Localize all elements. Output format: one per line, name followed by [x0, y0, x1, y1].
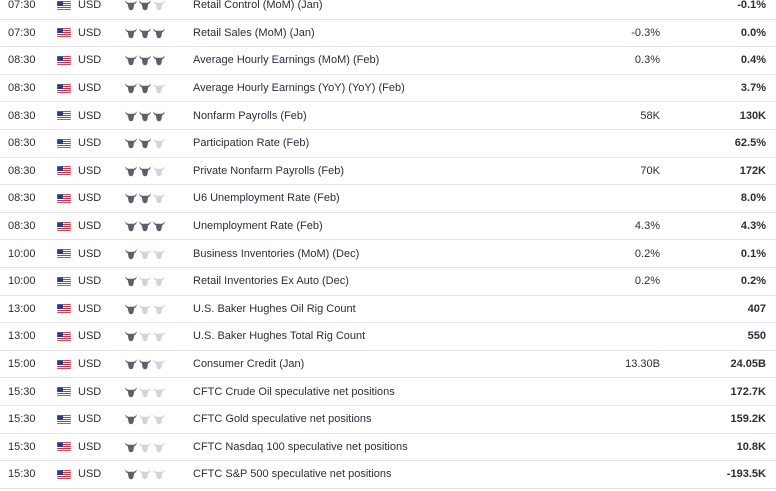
us-flag-icon	[57, 461, 71, 488]
importance-indicator	[124, 0, 170, 19]
currency-code: USD	[78, 385, 102, 398]
previous-value: 3.7%	[740, 82, 766, 95]
table-row[interactable]	[0, 296, 776, 324]
table-row[interactable]	[0, 323, 776, 351]
forecast-value: 58K	[640, 109, 660, 122]
event-time: 10:00	[8, 275, 36, 288]
forecast-value	[560, 75, 660, 102]
event-time: 07:30	[8, 0, 36, 12]
importance-indicator	[124, 268, 170, 295]
event-name[interactable]: Retail Sales (MoM) (Jan)	[193, 26, 315, 39]
table-row[interactable]	[0, 158, 776, 186]
event-time: 15:30	[8, 413, 36, 426]
bull-icon	[125, 332, 137, 342]
currency-code: USD	[78, 275, 102, 288]
bull-icon	[153, 442, 165, 452]
event-time: 15:30	[8, 468, 36, 481]
event-name[interactable]: Average Hourly Earnings (YoY) (YoY) (Feb)	[193, 82, 405, 95]
forecast-value	[560, 406, 660, 433]
bull-icon	[153, 276, 165, 286]
forecast-value: 0.2%	[634, 247, 660, 260]
event-name[interactable]: CFTC Crude Oil speculative net positions	[193, 385, 395, 398]
bull-icon	[125, 442, 137, 452]
bull-icon	[125, 166, 137, 176]
bull-icon	[153, 470, 165, 480]
currency-code: USD	[78, 109, 102, 122]
table-row[interactable]	[0, 20, 776, 48]
event-time: 07:30	[8, 26, 36, 39]
importance-indicator	[124, 185, 170, 212]
previous-value: 4.3%	[740, 220, 766, 233]
event-name[interactable]: Private Nonfarm Payrolls (Feb)	[193, 164, 344, 177]
table-row[interactable]	[0, 102, 776, 130]
currency-code: USD	[78, 26, 102, 39]
bull-icon	[125, 359, 137, 369]
currency-code: USD	[78, 0, 102, 12]
forecast-value	[560, 378, 660, 405]
bull-icon	[125, 249, 137, 259]
forecast-value	[560, 130, 660, 157]
event-name[interactable]: Business Inventories (MoM) (Dec)	[193, 247, 360, 260]
table-row[interactable]	[0, 185, 776, 213]
currency-code: USD	[78, 302, 102, 315]
previous-value: 0.1%	[740, 247, 766, 260]
importance-indicator	[124, 406, 170, 433]
event-time: 15:00	[8, 358, 36, 371]
importance-indicator	[124, 296, 170, 323]
table-row[interactable]	[0, 213, 776, 241]
bull-icon	[139, 221, 151, 231]
bull-icon	[125, 194, 137, 204]
us-flag-icon	[57, 268, 71, 295]
event-time: 13:00	[8, 302, 36, 315]
event-name[interactable]: CFTC S&P 500 speculative net positions	[193, 468, 392, 481]
importance-indicator	[124, 213, 170, 240]
bull-icon	[125, 28, 137, 38]
bull-icon	[153, 0, 165, 10]
us-flag-icon	[57, 102, 71, 129]
bull-icon	[139, 276, 151, 286]
event-time: 15:30	[8, 385, 36, 398]
table-row[interactable]	[0, 47, 776, 75]
table-row[interactable]	[0, 130, 776, 158]
previous-value: 10.8K	[736, 440, 766, 453]
previous-value: 550	[747, 330, 766, 343]
currency-code: USD	[78, 247, 102, 260]
us-flag-icon	[57, 47, 71, 74]
currency-code: USD	[78, 82, 102, 95]
bull-icon	[139, 56, 151, 66]
bull-icon	[125, 276, 137, 286]
us-flag-icon	[57, 434, 71, 461]
event-name[interactable]: CFTC Nasdaq 100 speculative net positions	[193, 440, 408, 453]
importance-indicator	[124, 378, 170, 405]
importance-indicator	[124, 461, 170, 488]
importance-indicator	[124, 240, 170, 267]
forecast-value: 13.30B	[625, 358, 660, 371]
us-flag-icon	[57, 378, 71, 405]
previous-value: 0.4%	[740, 54, 766, 67]
importance-indicator	[124, 434, 170, 461]
table-row[interactable]	[0, 240, 776, 268]
importance-indicator	[124, 102, 170, 129]
bull-icon	[139, 332, 151, 342]
currency-code: USD	[78, 220, 102, 233]
currency-code: USD	[78, 468, 102, 481]
bull-icon	[139, 166, 151, 176]
bull-icon	[125, 387, 137, 397]
event-time: 08:30	[8, 137, 36, 150]
bull-icon	[125, 470, 137, 480]
importance-indicator	[124, 130, 170, 157]
bull-icon	[125, 221, 137, 231]
bull-icon	[153, 194, 165, 204]
table-row[interactable]	[0, 378, 776, 406]
previous-value: -0.1%	[737, 0, 766, 12]
currency-code: USD	[78, 440, 102, 453]
currency-code: USD	[78, 164, 102, 177]
event-name[interactable]: Average Hourly Earnings (MoM) (Feb)	[193, 54, 380, 67]
forecast-value: 0.2%	[634, 275, 660, 288]
importance-indicator	[124, 47, 170, 74]
bull-icon	[139, 138, 151, 148]
event-name[interactable]: U.S. Baker Hughes Total Rig Count	[193, 330, 366, 343]
event-time: 08:30	[8, 82, 36, 95]
forecast-value: 0.3%	[634, 54, 660, 67]
event-name[interactable]: Participation Rate (Feb)	[193, 137, 310, 150]
bull-icon	[139, 470, 151, 480]
bull-icon	[153, 387, 165, 397]
forecast-value	[560, 296, 660, 323]
bull-icon	[153, 414, 165, 424]
us-flag-icon	[57, 130, 71, 157]
us-flag-icon	[57, 158, 71, 185]
bull-icon	[139, 194, 151, 204]
us-flag-icon	[57, 213, 71, 240]
bull-icon	[125, 83, 137, 93]
previous-value: 62.5%	[734, 137, 766, 150]
table-row[interactable]	[0, 0, 776, 20]
importance-indicator	[124, 158, 170, 185]
event-name[interactable]: Retail Control (MoM) (Jan)	[193, 0, 323, 12]
bull-icon	[153, 111, 165, 121]
bull-icon	[153, 138, 165, 148]
previous-value: 159.2K	[730, 413, 766, 426]
table-row[interactable]	[0, 434, 776, 462]
importance-indicator	[124, 75, 170, 102]
event-time: 10:00	[8, 247, 36, 260]
importance-indicator	[124, 20, 170, 47]
event-time: 13:00	[8, 330, 36, 343]
bull-icon	[153, 359, 165, 369]
event-name[interactable]: CFTC Gold speculative net positions	[193, 413, 372, 426]
bull-icon	[125, 0, 137, 10]
bull-icon	[153, 166, 165, 176]
event-time: 15:30	[8, 440, 36, 453]
previous-value: 8.0%	[740, 192, 766, 205]
forecast-value	[560, 323, 660, 350]
previous-value: 172.7K	[730, 385, 766, 398]
event-time: 08:30	[8, 220, 36, 233]
currency-code: USD	[78, 413, 102, 426]
forecast-value	[560, 461, 660, 488]
previous-value: -193.5K	[726, 468, 766, 481]
previous-value: 24.05B	[730, 358, 766, 371]
importance-indicator	[124, 323, 170, 350]
bull-icon	[153, 249, 165, 259]
bull-icon	[153, 332, 165, 342]
previous-value: 130K	[739, 109, 766, 122]
us-flag-icon	[57, 296, 71, 323]
bull-icon	[139, 387, 151, 397]
currency-code: USD	[78, 330, 102, 343]
table-row[interactable]	[0, 75, 776, 103]
event-name[interactable]: U.S. Baker Hughes Oil Rig Count	[193, 302, 356, 315]
us-flag-icon	[57, 240, 71, 267]
bull-icon	[153, 56, 165, 66]
event-name[interactable]: Nonfarm Payrolls (Feb)	[193, 109, 307, 122]
bull-icon	[139, 414, 151, 424]
us-flag-icon	[57, 20, 71, 47]
us-flag-icon	[57, 185, 71, 212]
us-flag-icon	[57, 0, 71, 19]
bull-icon	[153, 28, 165, 38]
previous-value: 172K	[739, 164, 766, 177]
bull-icon	[153, 83, 165, 93]
bull-icon	[125, 304, 137, 314]
bull-icon	[139, 304, 151, 314]
forecast-value	[560, 185, 660, 212]
forecast-value: 4.3%	[634, 220, 660, 233]
bull-icon	[125, 111, 137, 121]
table-row[interactable]	[0, 461, 776, 489]
event-time: 08:30	[8, 54, 36, 67]
event-name[interactable]: Unemployment Rate (Feb)	[193, 220, 323, 233]
bull-icon	[139, 249, 151, 259]
us-flag-icon	[57, 406, 71, 433]
currency-code: USD	[78, 137, 102, 150]
previous-value: 407	[747, 302, 766, 315]
bull-icon	[125, 56, 137, 66]
event-time: 08:30	[8, 192, 36, 205]
bull-icon	[125, 138, 137, 148]
forecast-value: -0.3%	[631, 26, 660, 39]
event-time: 08:30	[8, 164, 36, 177]
us-flag-icon	[57, 323, 71, 350]
previous-value: 0.0%	[740, 26, 766, 39]
bull-icon	[139, 359, 151, 369]
forecast-value: 70K	[640, 164, 660, 177]
bull-icon	[139, 83, 151, 93]
currency-code: USD	[78, 358, 102, 371]
event-time: 08:30	[8, 109, 36, 122]
bull-icon	[153, 221, 165, 231]
table-row[interactable]	[0, 351, 776, 379]
bull-icon	[139, 0, 151, 10]
us-flag-icon	[57, 351, 71, 378]
previous-value: 0.2%	[740, 275, 766, 288]
bull-icon	[153, 304, 165, 314]
us-flag-icon	[57, 75, 71, 102]
bull-icon	[139, 111, 151, 121]
bull-icon	[139, 28, 151, 38]
currency-code: USD	[78, 54, 102, 67]
event-name[interactable]: Retail Inventories Ex Auto (Dec)	[193, 275, 349, 288]
bull-icon	[139, 442, 151, 452]
table-row[interactable]	[0, 268, 776, 296]
currency-code: USD	[78, 192, 102, 205]
event-name[interactable]: Consumer Credit (Jan)	[193, 358, 305, 371]
forecast-value	[560, 434, 660, 461]
table-row[interactable]	[0, 406, 776, 434]
forecast-value	[560, 0, 660, 19]
event-name[interactable]: U6 Unemployment Rate (Feb)	[193, 192, 340, 205]
importance-indicator	[124, 351, 170, 378]
bull-icon	[125, 414, 137, 424]
